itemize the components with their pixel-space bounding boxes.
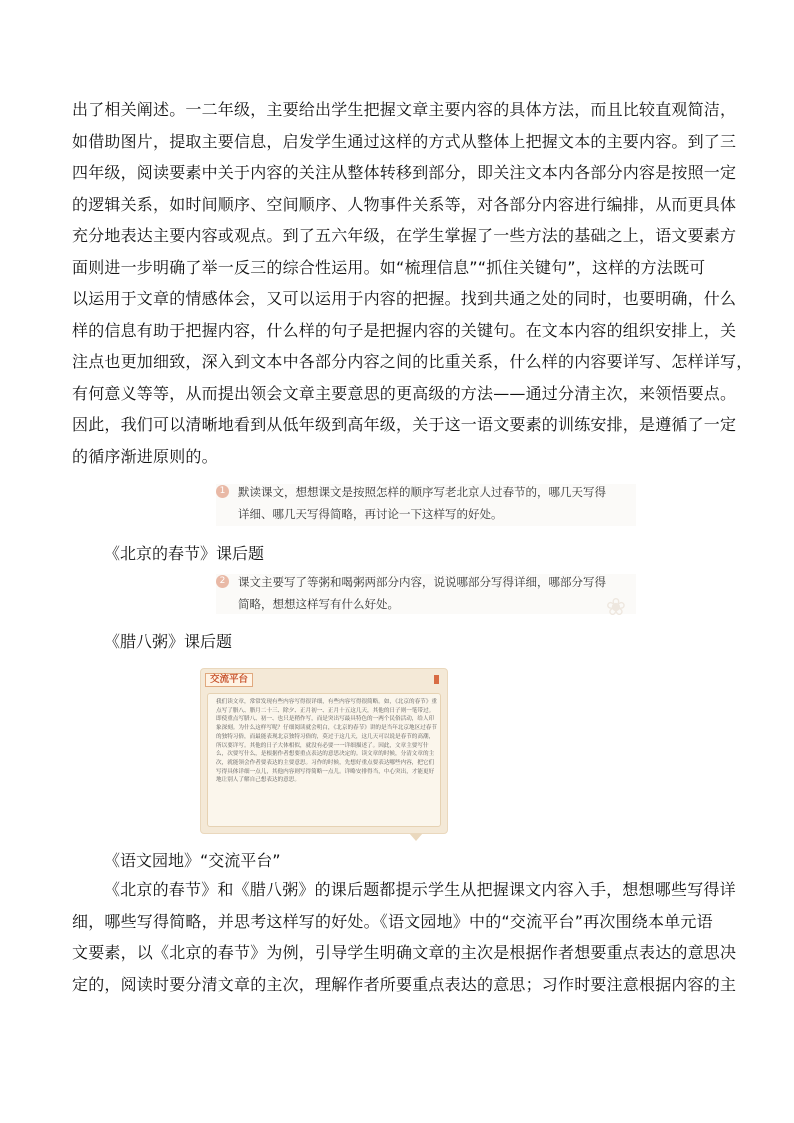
body-line: 有何意义等等，从而提出领会文章主要意思的更高级的方法——通过分清主次，来领悟要点。 [72, 383, 737, 403]
body-line: 细，哪些写得简略，并思考这样写的好处。《语文园地》中的“交流平台”再次围绕本单元语 [72, 911, 713, 931]
body-line: 面则进一步明确了举一反三的综合性运用。如“梳理信息”“抓住关键句”，这样的方法既可 [72, 257, 706, 277]
body-line: 文要素，以《北京的春节》为例，引导学生明确文章的主次是根据作者想要重点表达的意思决 [72, 943, 737, 962]
question-line: 详细、哪几天写得简略，再讨论一下这样写的好处。 [238, 507, 503, 521]
body-line: 四年级，阅读要素中关于内容的关注从整体转移到部分，即关注文本内各部分内容是按照一定 [72, 163, 737, 182]
exchange-text: 我们读文章，常常发现有些内容写得很详细，有些内容写得很简略。如，《北京的春节》重点写了腊八、腊月二十三、除夕、正月初一、正月十五这几天，其他的日子则一笔带过。即使重点写腊八、初一、也只是稍作写，而是突出写最具特色的一两个民俗活动，给人印象深刻。为什么这样写呢？仔细阅读就会明白，《北京的春节》讲的是当年北京地区过春节的独特习俗，而最能表现北京独特习俗的，莫过于这几天，这几天可以说是春节的高潮，所以要详写。其他的日子大体相似，就没有必要一一详细描述了。因此，文章主要写什么，次要写什么，是根据作者想要重点表达的意思决定的。读文章的时候，分清文章的主次，就能领会作者要表达的主要意思。习作的时候，先想好重点要表达哪些内容，把它们写得具体详细一点儿，其他内容则写得简略一点儿。详略安排得当，中心突出，才能更好地让别人了解自己想表达的意思。 [216, 699, 437, 784]
body-line: 的逻辑关系，如时间顺序、空间顺序、人物事件关系等，对各部分内容进行编排，从而更具体 [72, 194, 737, 214]
question-line: 课文主要写了等粥和喝粥两部分内容，说说哪部分写得详细，哪部分写得 [238, 575, 606, 589]
speech-bubble-tail [409, 833, 423, 841]
body-line: 定的，阅读时要分清文章的主次，理解作者所要重点表达的意思；习作时要注意根据内容的主 [72, 974, 737, 994]
question-1-image [216, 484, 636, 526]
body-line: 因此，我们可以清晰地看到从低年级到高年级，关于这一语文要素的训练安排，是遵循了一定 [72, 415, 737, 434]
question-line: 简略，想想这样写有什么好处。 [238, 597, 399, 611]
body-line: 《北京的春节》和《腊八粥》的课后题都提示学生从把握课文内容入手，想想哪些写得详 [104, 880, 736, 899]
decorative-watermark: ❀ [605, 593, 626, 621]
caption-beijing-spring-festival: 《北京的春节》课后题 [104, 544, 265, 563]
body-line: 以运用于文章的情感体会，又可以运用于内容的把握。找到共通之处的同时，也要明确，什么 [72, 289, 737, 308]
caption-laba-porridge: 《腊八粥》课后题 [104, 632, 233, 651]
question-line: 默读课文，想想课文是按照怎样的顺序写老北京人过春节的，哪几天写得 [238, 485, 606, 499]
caption-chinese-garden-exchange: 《语文园地》“交流平台” [104, 851, 281, 870]
exchange-text-panel [207, 693, 441, 827]
body-line: 的循序渐进原则的。 [72, 446, 218, 466]
body-paragraph-top [72, 94, 753, 472]
exchange-title: 交流平台 [205, 673, 253, 687]
body-paragraph-bottom [72, 874, 737, 1000]
body-line: 如借助图片，提取主要信息，启发学生通过这样的方式从整体上把握文本的主要内容。到了三 [72, 131, 737, 151]
question-number-badge: 1 [216, 485, 229, 498]
body-line: 样的信息有助于把握内容，什么样的句子是把握内容的关键句。在文本内容的组织安排上，关 [72, 320, 737, 340]
body-line: 注点也更加细致，深入到文本中各部分内容之间的比重关系，什么样的内容要详写、怎样详写， [72, 352, 753, 371]
bookmark-icon [434, 675, 439, 684]
body-line: 出了相关阐述。一二年级，主要给出学生把握文章主要内容的具体方法，而且比较直观简洁， [72, 100, 737, 119]
exchange-platform-image [200, 668, 448, 834]
body-line: 充分地表达主要内容或观点。到了五六年级，在学生掌握了一些方法的基础之上，语文要素方 [72, 226, 737, 245]
question-2-image [216, 574, 636, 621]
question-number-badge: 2 [216, 575, 229, 588]
exchange-title-bar [201, 669, 447, 689]
